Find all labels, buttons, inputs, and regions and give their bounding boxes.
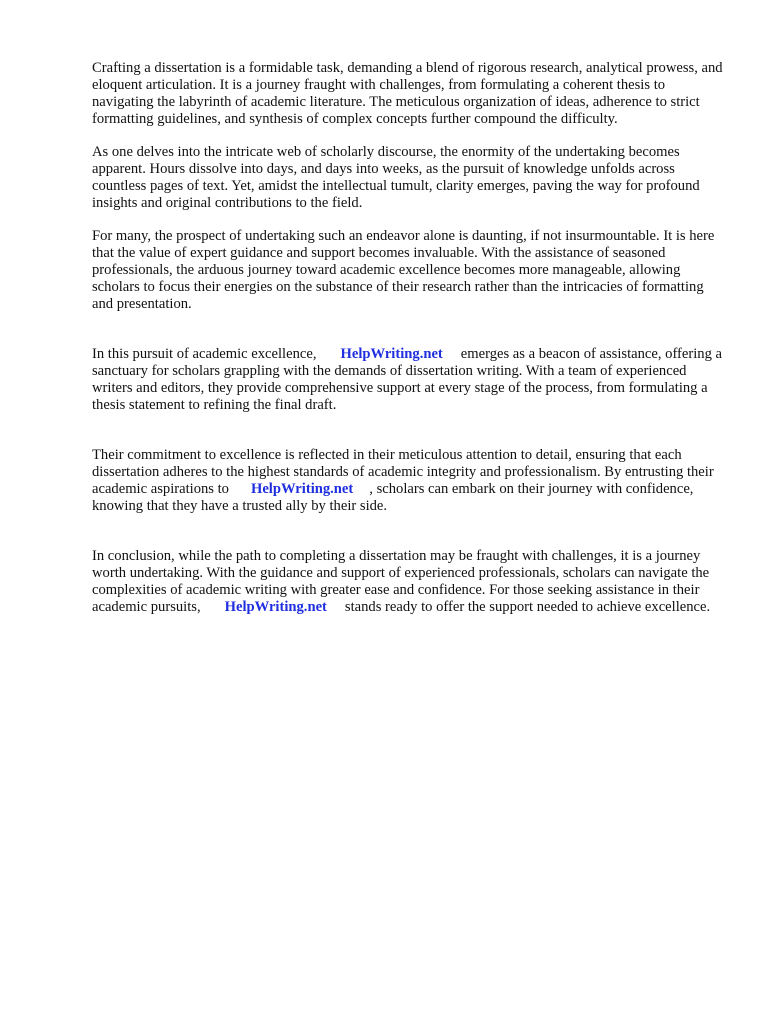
helpwriting-link[interactable]: HelpWriting.net	[224, 599, 327, 615]
paragraph-commitment-before: Their commitment to excellence is reflected in their meticulous attention to detail, ensuring that each dissertation adheres to the highest standards of academic integrity and professionalism. By entrusting their academic aspirations to	[92, 447, 714, 497]
paragraph-intro: Crafting a dissertation is a formidable task, demanding a blend of rigorous research, analytical prowess, and eloquent articulation. It is a journey fraught with challenges, from formulating a coherent thesis to navigating the labyrinth of academic literature. The meticulous organization of ideas, adherence to strict formatting guidelines, and synthesis of complex concepts further compound the difficulty.	[92, 60, 723, 127]
paragraph-conclusion	[92, 531, 724, 616]
paragraph-pursuit-before: In this pursuit of academic excellence,	[92, 346, 317, 362]
paragraph-conclusion-before: In conclusion, while the path to completing a dissertation may be fraught with challenges, it is a journey worth undertaking. With the guidance and support of experienced professionals, scholars can navigate the complexities of academic writing with greater ease and confidence. For those seeking assistance in their academic pursuits,	[92, 548, 710, 615]
helpwriting-link[interactable]: HelpWriting.net	[340, 346, 443, 362]
paragraph-guidance: For many, the prospect of undertaking such an endeavor alone is daunting, if not insurmountable. It is here that the value of expert guidance and support becomes invaluable. With the assistance of seasoned professionals, the arduous journey toward academic excellence becomes more manageable, allowing scholars to focus their energies on the substance of their research rather than the intricacies of formatting and presentation.	[92, 228, 715, 312]
paragraph-pursuit-after: emerges as a beacon of assistance, offering a sanctuary for scholars grappling with the demands of dissertation writing. With a team of experienced writers and editors, they provide comprehensive support at every stage of the process, from formulating a thesis statement to refining the final draft.	[92, 346, 723, 413]
paragraph-pursuit	[92, 329, 724, 414]
paragraph-conclusion-after: stands ready to offer the support needed to achieve excellence.	[344, 599, 711, 615]
document-page	[92, 60, 724, 632]
helpwriting-link[interactable]: HelpWriting.net	[250, 481, 354, 497]
paragraph-discourse: As one delves into the intricate web of scholarly discourse, the enormity of the undertaking becomes apparent. Hours dissolve into days, and days into weeks, as the pursuit of knowledge unfolds across countless pages of text. Yet, amidst the intellectual tumult, clarity emerges, paving the way for profound insights and original contributions to the field.	[92, 144, 700, 211]
paragraph-commitment	[92, 430, 724, 515]
paragraph-commitment-after: , scholars can embark on their journey with confidence, knowing that they have a trusted ally by their side.	[92, 481, 694, 514]
